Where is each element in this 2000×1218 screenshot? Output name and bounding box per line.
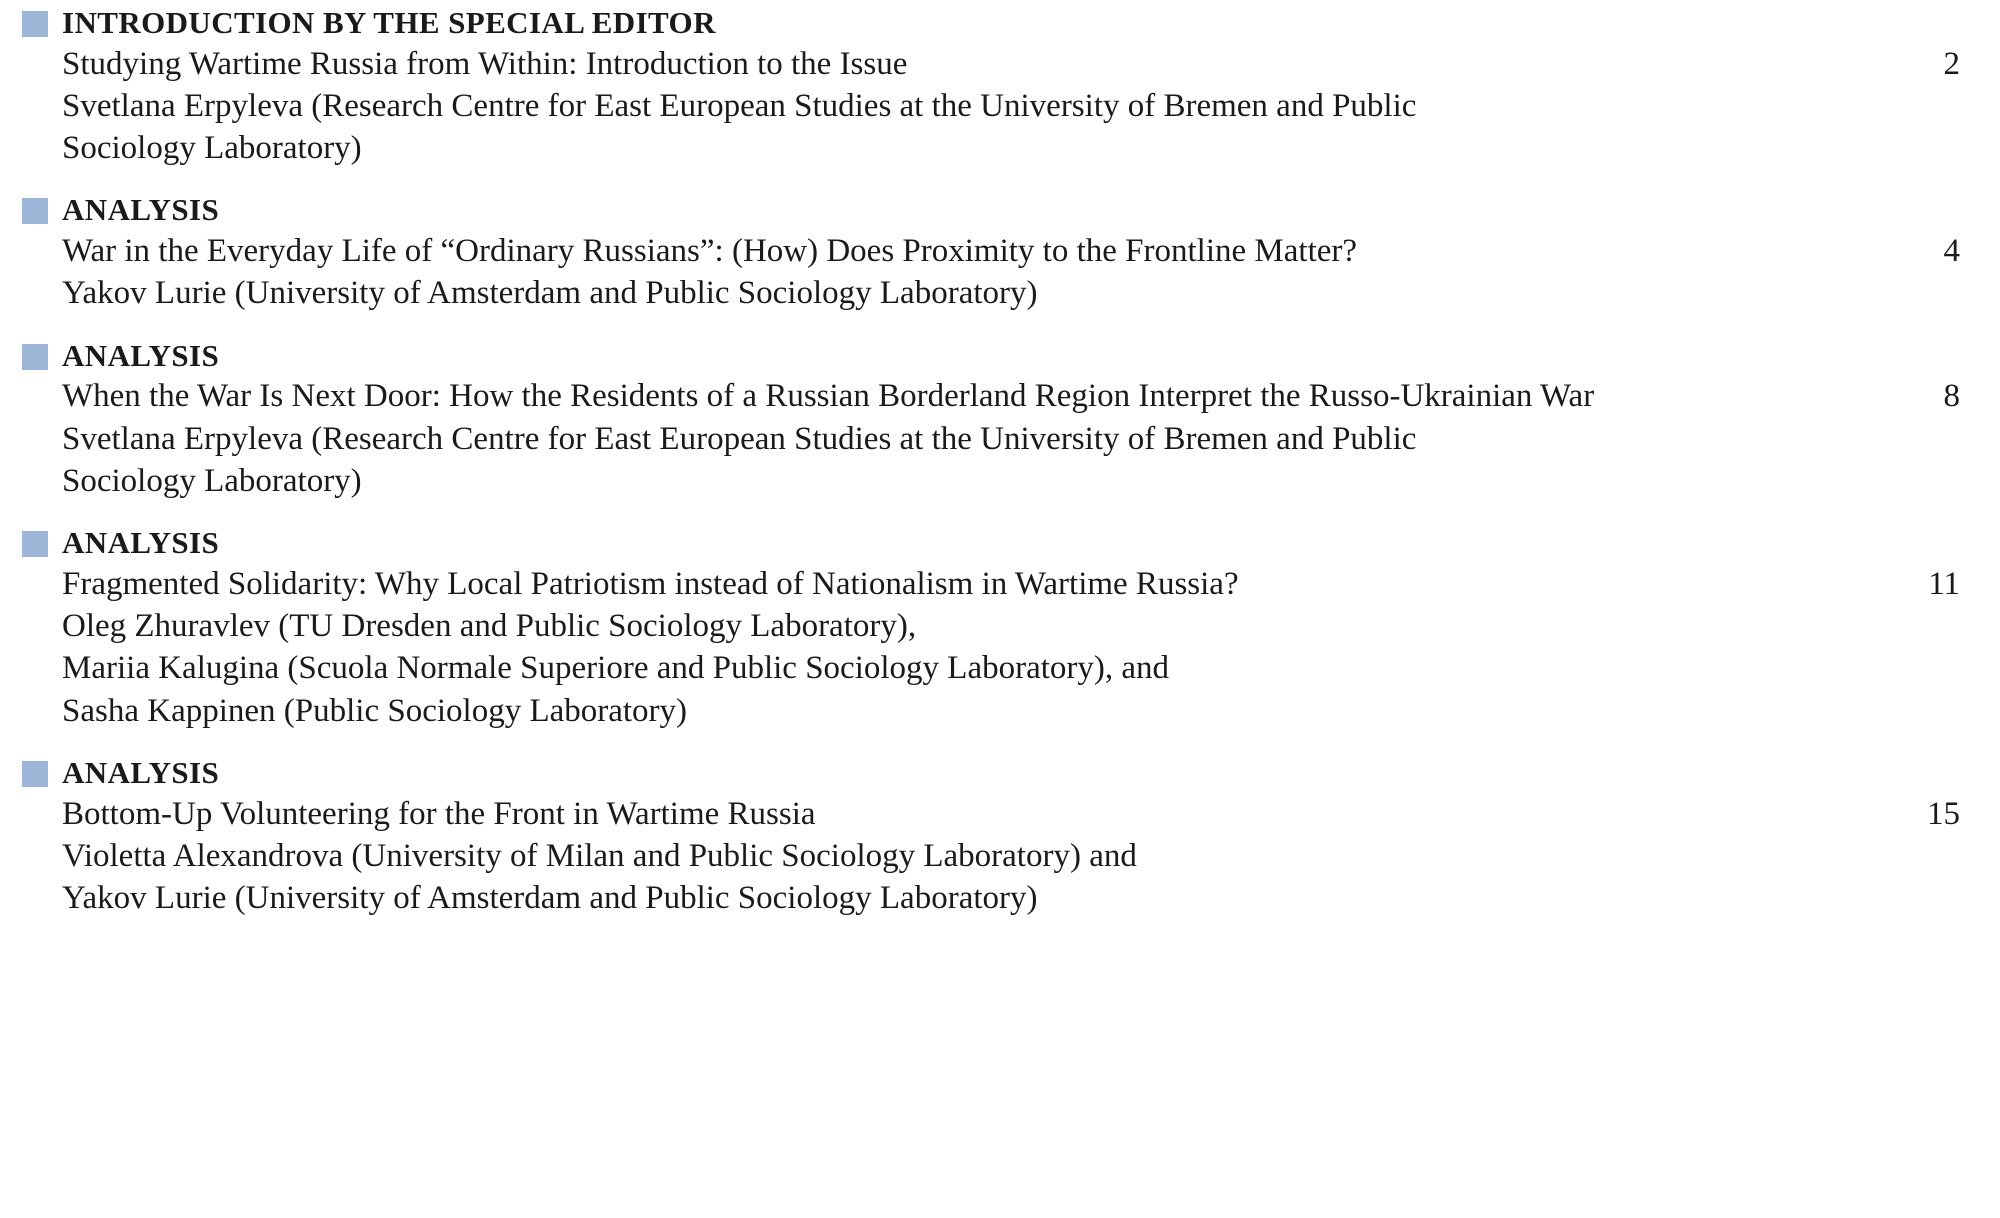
square-bullet-icon	[22, 198, 48, 224]
toc-entry-body	[22, 375, 1960, 502]
article-title[interactable]: War in the Everyday Life of “Ordinary Russians”: (How) Does Proximity to the Frontline Matter?	[62, 233, 1358, 270]
section-label: ANALYSIS	[62, 525, 220, 561]
square-bullet-icon	[22, 11, 48, 37]
toc-entry-body	[22, 793, 1960, 920]
toc-title-row[interactable]	[62, 563, 1960, 605]
article-authors	[62, 835, 1960, 919]
article-title[interactable]: When the War Is Next Door: How the Residents of a Russian Borderland Region Interpret the Russo-Ukrainian War	[62, 378, 1595, 415]
author-line: Sociology Laboratory)	[62, 130, 362, 167]
author-line: Sasha Kappinen (Public Sociology Laboratory)	[62, 692, 688, 729]
toc-section-header	[22, 337, 1960, 376]
toc-entry	[22, 191, 1960, 314]
author-line: Svetlana Erpyleva (Research Centre for East European Studies at the University of Bremen and Public	[62, 420, 1417, 457]
page-number: 8	[1943, 378, 1960, 415]
article-authors	[62, 272, 1960, 314]
author-line: Yakov Lurie (University of Amsterdam and Public Sociology Laboratory)	[62, 880, 1038, 917]
author-line: Oleg Zhuravlev (TU Dresden and Public Sociology Laboratory),	[62, 608, 917, 645]
section-label: ANALYSIS	[62, 337, 220, 373]
article-title[interactable]: Bottom-Up Volunteering for the Front in Wartime Russia	[62, 795, 816, 832]
toc-entry	[22, 754, 1960, 919]
toc-entry	[22, 337, 1960, 502]
page-number: 15	[1927, 795, 1960, 832]
author-line: Svetlana Erpyleva (Research Centre for East European Studies at the University of Bremen and Public	[62, 87, 1417, 124]
article-title[interactable]: Fragmented Solidarity: Why Local Patriotism instead of Nationalism in Wartime Russia?	[62, 565, 1239, 602]
author-line: Violetta Alexandrova (University of Milan and Public Sociology Laboratory) and	[62, 837, 1137, 874]
section-label: ANALYSIS	[62, 754, 220, 790]
toc-title-row[interactable]	[62, 793, 1960, 835]
author-line: Sociology Laboratory)	[62, 462, 362, 499]
toc-entry	[22, 4, 1960, 169]
section-label: ANALYSIS	[62, 192, 220, 228]
square-bullet-icon	[22, 531, 48, 557]
section-label: INTRODUCTION BY THE SPECIAL EDITOR	[62, 5, 716, 40]
toc-entry-body	[22, 563, 1960, 732]
author-line: Yakov Lurie (University of Amsterdam and Public Sociology Laboratory)	[62, 275, 1038, 312]
toc-entry	[22, 524, 1960, 732]
toc-entry-body	[22, 43, 1960, 170]
page-number: 4	[1943, 233, 1960, 270]
toc-title-row[interactable]	[62, 43, 1960, 85]
square-bullet-icon	[22, 761, 48, 787]
toc-title-row[interactable]	[62, 230, 1960, 272]
article-authors	[62, 85, 1960, 169]
article-authors	[62, 605, 1960, 732]
page-number: 11	[1928, 565, 1960, 602]
toc-section-header	[22, 524, 1960, 563]
toc-entry-body	[22, 230, 1960, 314]
article-title[interactable]: Studying Wartime Russia from Within: Introduction to the Issue	[62, 45, 908, 82]
toc-section-header	[22, 4, 1960, 43]
toc-title-row[interactable]	[62, 375, 1960, 417]
toc-section-header	[22, 754, 1960, 793]
square-bullet-icon	[22, 344, 48, 370]
page-number: 2	[1943, 45, 1960, 82]
article-authors	[62, 418, 1960, 502]
author-line: Mariia Kalugina (Scuola Normale Superiore and Public Sociology Laboratory), and	[62, 650, 1170, 687]
toc-section-header	[22, 191, 1960, 230]
